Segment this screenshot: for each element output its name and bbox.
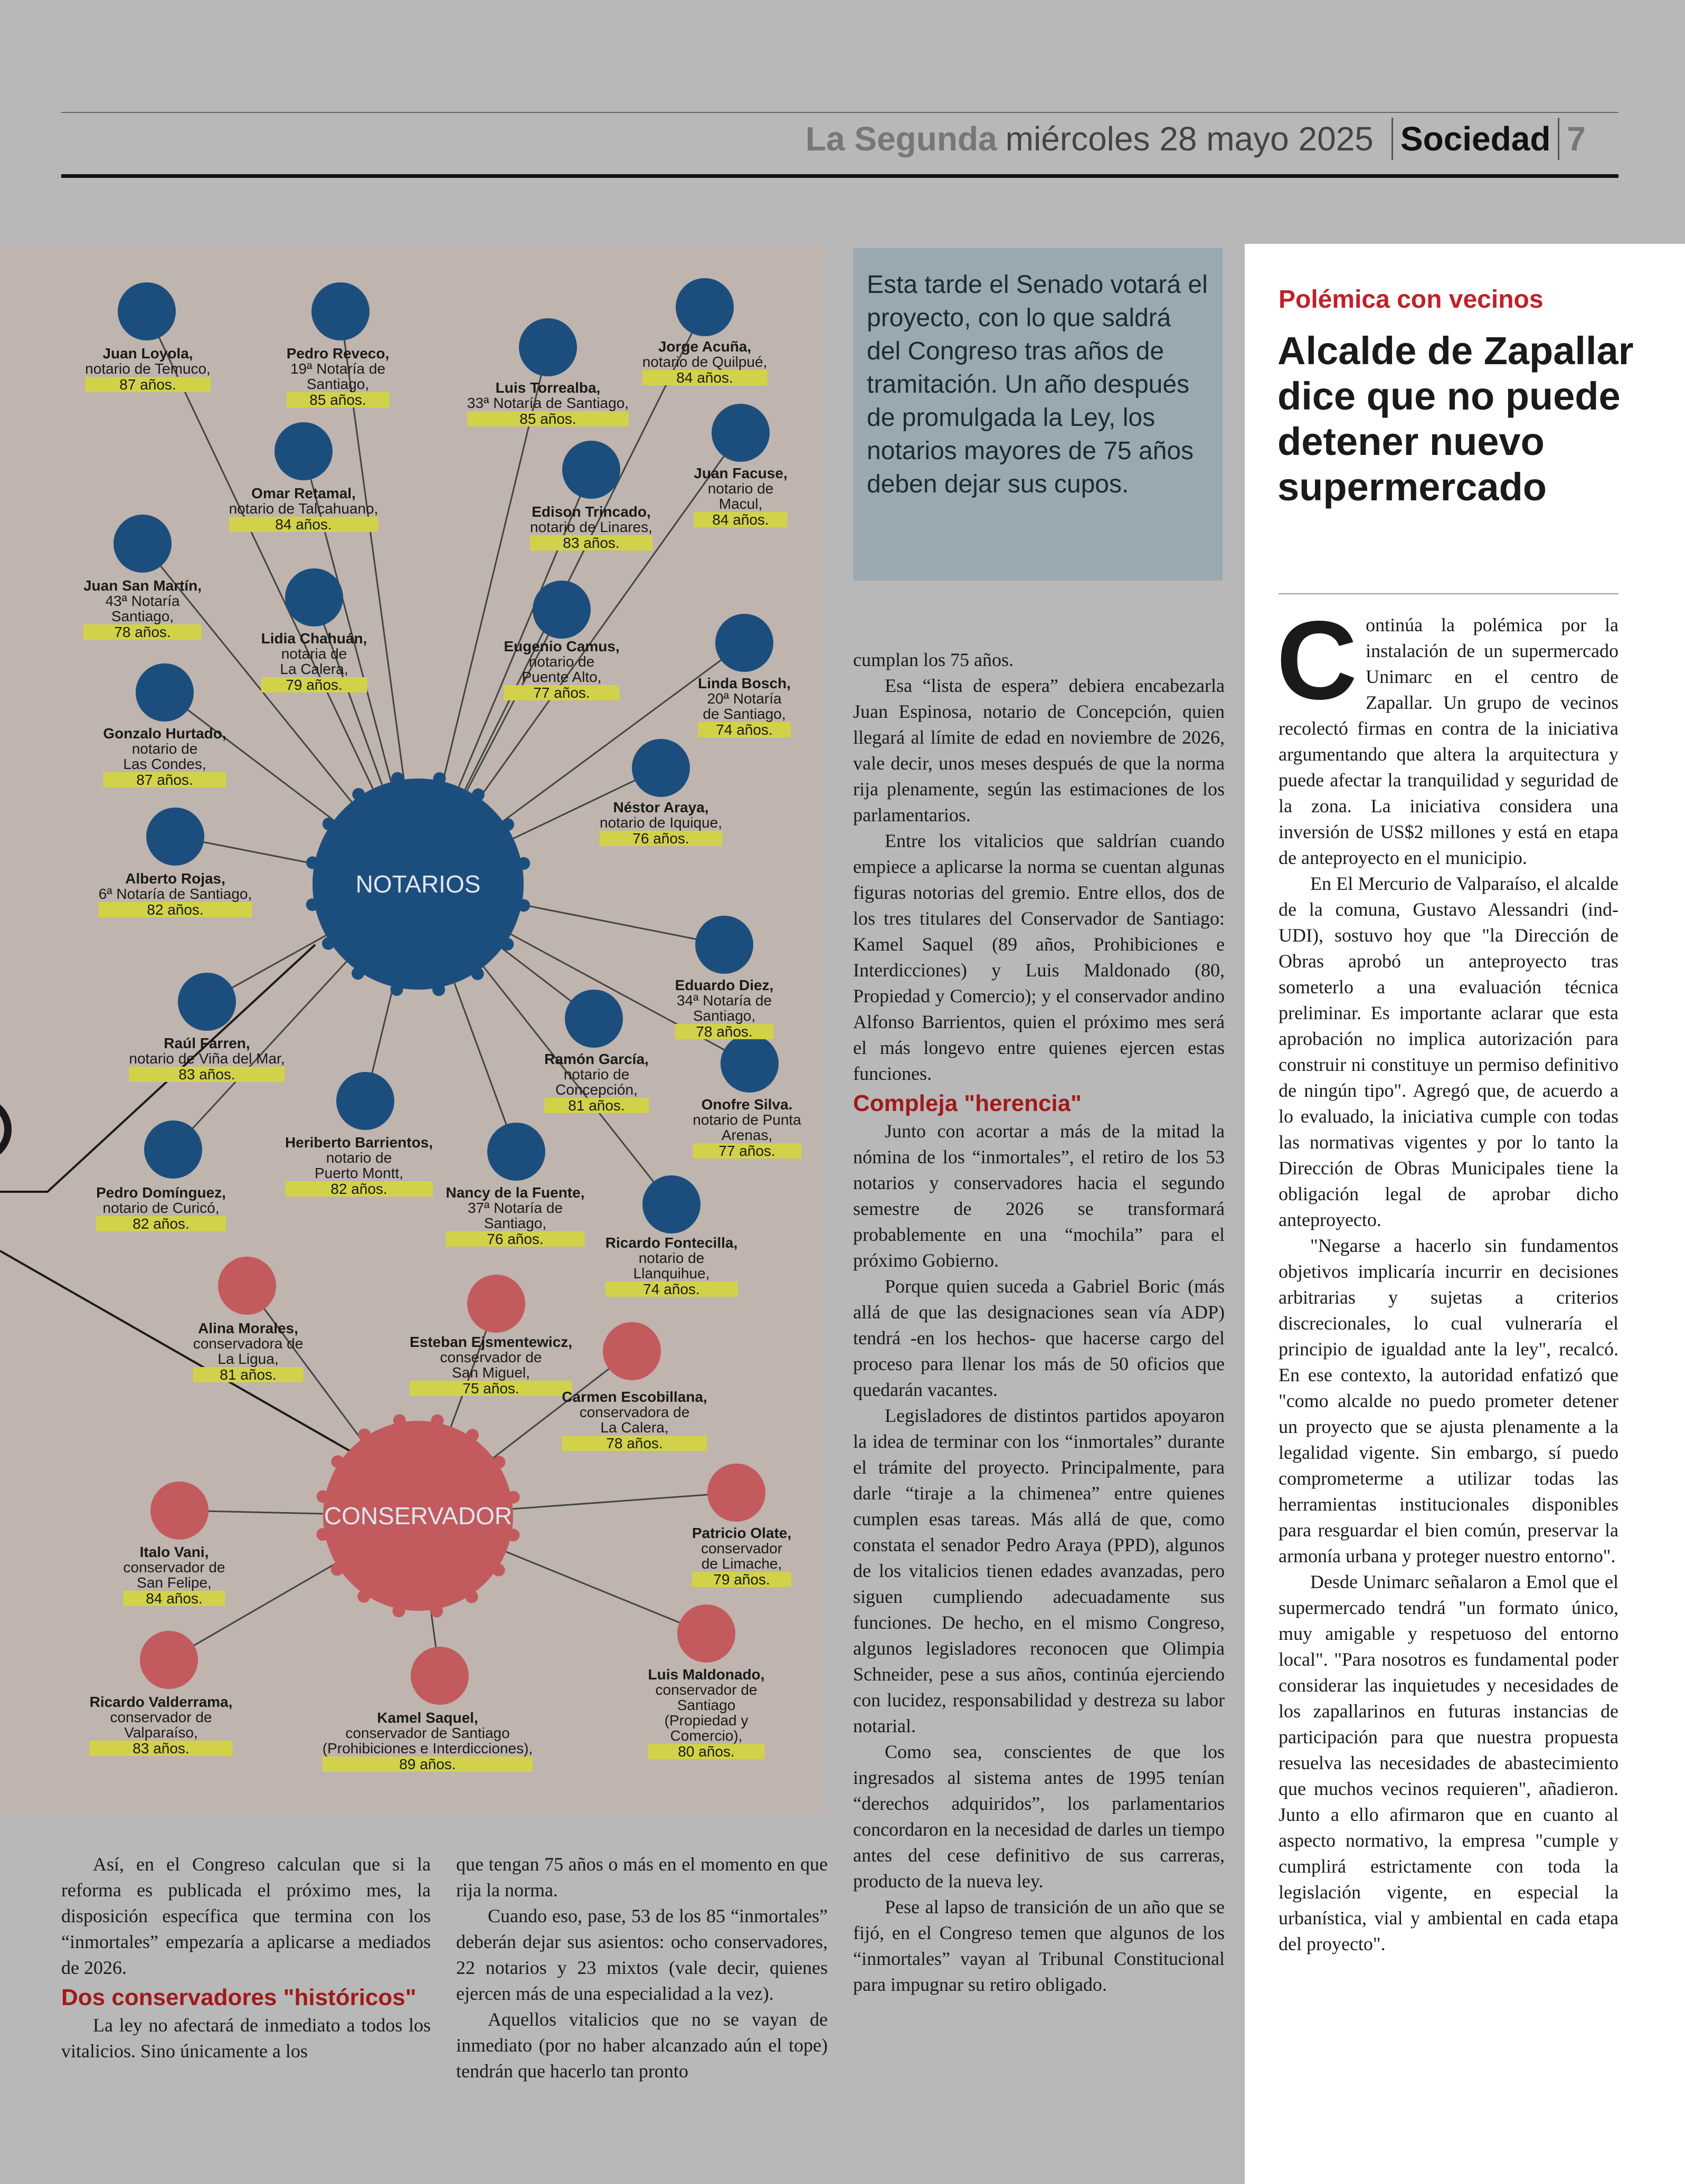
person-age: 84 años. <box>642 370 768 385</box>
sidebar-kicker: Polémica con vecinos <box>1279 286 1544 314</box>
notario-node <box>118 282 176 340</box>
person-age: 76 años. <box>600 831 722 846</box>
person-age: 81 años. <box>193 1367 304 1382</box>
callout-box: Esta tarde el Senado votará el proyecto, con lo que saldrá del Congreso tras años de tramitación. Un año después de promulgada la Ley, los notarios mayores de 75 años deben dejar sus cupos. <box>853 248 1223 581</box>
person-age: 87 años. <box>103 772 226 787</box>
person-name: Edison Trincado, <box>532 504 651 520</box>
notario-label <box>504 639 619 700</box>
connector-line <box>513 1493 736 1509</box>
person-role: Las Condes, <box>123 756 206 772</box>
person-role: 33ª Notaría de Santiago, <box>467 395 629 411</box>
person-role: conservador de <box>110 1709 212 1725</box>
page-number: 7 <box>1567 120 1586 158</box>
person-age: 83 años. <box>530 535 652 550</box>
publication-name: La Segunda <box>805 120 997 158</box>
person-role: notario de <box>707 480 774 497</box>
person-name: Alberto Rojas, <box>125 870 225 887</box>
conservador-node <box>707 1464 765 1522</box>
person-role: Comercio), <box>670 1727 743 1744</box>
person-role: notario de Talcahuano, <box>229 500 378 517</box>
notario-node <box>285 568 343 626</box>
subheading: Compleja "herencia" <box>853 1090 1082 1116</box>
drop-cap: C <box>1276 597 1358 723</box>
paragraph: Desde Unimarc señalaron a Emol que el supermercado tendrá "un formato único, muy amigable y respetuoso del entorno local". "Para nosotros es fundamental poder considerar las inquietudes y necesidades de los zapallarinos en futuras instancias de participación para que nuestra propuesta resuelva las necesidades de abastecimiento que muchos vecinos requieren", añadieron. Junto a ello afirmaron que en cuanto al aspecto normativo, la empresa "cumple y cumplirá estrictamente con toda la legislación vigente, en especial la urbanística, vial y ambiental en cada etapa del proyecto". <box>1279 1571 1618 1954</box>
header-divider <box>1558 118 1559 160</box>
header-bottom-rule <box>61 174 1618 178</box>
person-name: Eugenio Camus, <box>504 638 620 654</box>
person-age: 79 años. <box>261 677 367 692</box>
notario-label <box>446 1185 585 1247</box>
person-age: 89 años. <box>323 1756 533 1772</box>
person-name: Linda Bosch, <box>698 675 791 691</box>
notario-node <box>178 973 236 1031</box>
person-name: Luis Maldonado, <box>648 1666 765 1683</box>
header-top-rule <box>61 112 1618 113</box>
person-age: 74 años. <box>605 1281 738 1297</box>
connector-line <box>522 905 724 945</box>
person-role: notario de Curicó, <box>102 1200 220 1216</box>
person-name: Heriberto Barrientos, <box>285 1134 433 1151</box>
section-name: Sociedad <box>1400 120 1551 158</box>
person-role: notario de Linares, <box>530 519 652 535</box>
person-age: 83 años. <box>129 1067 285 1082</box>
paragraph: Esa “lista de espera” debiera encabezarla Juan Espinosa, notario de Concepción, quien llegará al límite de edad en noviembre de 2026, vale decir, unos meses después de que la norma rija plenamente, según las estimaciones de los parlamentarios. <box>853 675 1225 825</box>
person-role: San Felipe, <box>137 1574 212 1591</box>
person-age: 78 años. <box>562 1436 707 1451</box>
conservador-node <box>150 1482 209 1540</box>
notario-node <box>487 1123 545 1181</box>
subheading: Dos conservadores "históricos" <box>61 1984 416 2010</box>
conservador-label <box>90 1694 233 1756</box>
notario-label <box>229 486 378 532</box>
person-role: conservador de <box>440 1349 542 1365</box>
person-role: conservador <box>700 1540 783 1556</box>
notario-node <box>695 916 753 974</box>
notario-node <box>144 1121 202 1179</box>
person-role: notario de <box>131 740 198 757</box>
notario-label <box>698 676 791 737</box>
paragraph: cumplan los 75 años. <box>853 649 1014 670</box>
person-role: notario de <box>638 1250 705 1266</box>
person-role: Santiago, <box>693 1008 756 1024</box>
paragraph: En El Mercurio de Valparaíso, el alcalde de la comuna, Gustavo Alessandri (ind-UDI), sostuvo hoy que "la Dirección de Obras aprobó un anteproyecto tras someterlo a una evaluación técnica preliminar. Es importante aclarar que esta aprobación no implica autorización para construir ni constituye un permiso definitivo de ningún tipo". Agregó que, de acuerdo a lo evaluado, la iniciativa cumple con todas las normativas vigentes y por lo tanto la Dirección de Obras Municipales tiene la obligación legal de aprobar dicho anteproyecto. <box>1279 873 1618 1230</box>
person-role: Santiago <box>677 1697 736 1713</box>
person-name: Kamel Saquel, <box>377 1710 478 1726</box>
notario-label <box>99 871 252 917</box>
paragraph: Aquellos vitalicios que no se vayan de inmediato (por no haber alcanzado aún el tope) tendrán que hacerlo tan pronto <box>456 2009 828 2082</box>
person-role: 6ª Notaría de Santiago, <box>98 886 252 902</box>
paragraph: "Negarse a hacerlo sin fundamentos objetivos implicaría incurrir en decisiones arbitrarias y sujetas a criterios discrecionales, lo cual vulneraría el principio de igualdad ante la ley", recalcó. En ese contexto, la autoridad enfatizó que "como alcalde no puedo prometer detener un proyecto que se ajusta plenamente a la legalidad vigente. Sin embargo, sí puedo comprometerme a utilizar todas las herramientas institucionales disponibles para resguardar el bien común, preservar la armonía urbana y proteger nuestro entorno". <box>1279 1235 1618 1566</box>
person-name: Ricardo Valderrama, <box>89 1694 233 1710</box>
conservador-label <box>562 1389 707 1451</box>
conservador-label <box>123 1544 225 1606</box>
conservador-node <box>603 1322 661 1380</box>
person-role: 20ª Notaría <box>707 690 782 707</box>
notario-label <box>103 726 226 787</box>
person-role: de Santiago, <box>703 706 786 722</box>
person-role: Puente Alto, <box>522 669 602 685</box>
person-name: Pedro Domínguez, <box>96 1184 226 1201</box>
paragraph: Legisladores de distintos partidos apoyaron la idea de terminar con los “inmortales” durante el trámite del proyecto. Principalmente, para darle “tiraje a la chimenea” entre quienes cumplen esas tareas. Más allá de que, como constata el senador Pedro Araya (PPD), algunos de los vitalicios tienen edades avanzadas, pero siguen cumpliendo adecuadamente sus funciones. De hecho, en el mismo Congreso, algunos legisladores reconocen que Olimpia Schneider, pese a sus años, continúa ejerciendo con lucidez, responsabilidad y destreza su labor notarial. <box>853 1405 1225 1736</box>
person-role: La Calera, <box>600 1419 669 1436</box>
person-name: Italo Vani, <box>139 1544 209 1560</box>
notario-label <box>261 631 367 692</box>
person-role: notario de Quilpué, <box>642 354 768 370</box>
bracket-arc <box>0 1100 8 1159</box>
person-age: 82 años. <box>96 1216 226 1231</box>
person-age: 83 años. <box>90 1741 233 1756</box>
person-role: conservadora de <box>579 1404 690 1420</box>
person-role: Concepción, <box>555 1081 638 1098</box>
person-role: 37ª Notaría de <box>467 1200 563 1216</box>
notario-node <box>642 1175 700 1233</box>
person-name: Juan San Martín, <box>83 577 202 594</box>
conservador-label <box>193 1321 304 1382</box>
notarios-hub-label: NOTARIOS <box>355 870 481 898</box>
paragraph: Junto con acortar a más de la mitad la nómina de los “inmortales”, el retiro de los 53 notarios y conservadores hacia el segundo semestre de 2026 se transformará probablemente en una “mochila” para el próximo Gobierno. <box>853 1121 1225 1271</box>
notario-node <box>715 614 773 672</box>
paragraph: Porque quien suceda a Gabriel Boric (más allá de que las designaciones sean vía ADP) tendrá -en los hechos- que hacerse cargo del proceso para llenar los más de 50 oficios que quedarán vacantes. <box>853 1276 1225 1400</box>
person-role: notario de Punta <box>693 1112 801 1128</box>
person-age: 77 años. <box>693 1143 801 1159</box>
person-age: 85 años. <box>287 392 390 407</box>
conservador-node <box>411 1647 469 1705</box>
person-age: 79 años. <box>692 1572 791 1587</box>
person-role: 19ª Notaría de <box>290 360 386 377</box>
notario-node <box>565 990 623 1048</box>
paragraph: ontinúa la polémica por la instalación de un supermercado Unimarc en el centro de Zapallar. Un grupo de vecinos recolectó firmas en contra de la iniciativa argumentando que altera la arquitectura y puede afectar la tranquilidad y seguridad de la zona. La iniciativa considera una inversión de US$2 millones y está en etapa de anteproyecto en el municipio. <box>1279 614 1618 868</box>
person-age: 75 años. <box>410 1381 572 1396</box>
notario-node <box>136 663 194 721</box>
person-role: San Miguel, <box>452 1364 530 1381</box>
person-age: 74 años. <box>698 722 791 737</box>
notario-label <box>675 977 774 1039</box>
person-name: Ramón García, <box>544 1051 649 1067</box>
person-role: 43ª Notaría <box>105 593 180 609</box>
person-age: 77 años. <box>504 685 619 700</box>
person-role: notario de Iquique, <box>600 814 722 831</box>
person-name: Jorge Acuña, <box>658 338 752 355</box>
person-role: notario de Viña del Mar, <box>129 1050 285 1067</box>
notario-node <box>113 515 172 573</box>
publication-date: miércoles 28 mayo 2025 <box>1005 120 1374 158</box>
connector-line <box>506 1552 706 1634</box>
person-name: Nancy de la Fuente, <box>446 1184 585 1201</box>
bracket-line <box>0 1251 360 1457</box>
notaries-infographic <box>0 247 825 1813</box>
person-role: conservador de <box>655 1682 758 1698</box>
person-role: notario de Temuco, <box>85 360 211 377</box>
person-name: Juan Loyola, <box>102 345 193 362</box>
conservador-node <box>218 1257 276 1315</box>
notario-node <box>533 581 591 639</box>
notario-label <box>544 1051 649 1113</box>
person-name: Alina Morales, <box>198 1320 298 1336</box>
notario-label <box>287 346 390 407</box>
article-column-1 <box>61 1851 431 2064</box>
person-age: 84 años. <box>229 517 378 532</box>
person-age: 85 años. <box>467 411 629 426</box>
person-role: de Limache, <box>701 1555 782 1572</box>
person-role: notario de <box>326 1150 392 1166</box>
person-role: La Calera, <box>280 661 348 677</box>
paragraph: que tengan 75 años o más en el momento en que rija la norma. <box>456 1854 828 1901</box>
conservador-node <box>677 1604 735 1663</box>
person-role: Santiago, <box>306 376 370 392</box>
notario-label <box>693 1097 801 1159</box>
person-role: conservador de <box>123 1559 225 1575</box>
paragraph: Cuando eso, pase, 53 de los 85 “inmortales” deberán dejar sus asientos: ocho conservadores, 22 notarios y 23 mixtos (vale decir, quienes ejercen más de una especialidad a la vez). <box>456 1905 828 2004</box>
notario-node <box>721 1034 779 1093</box>
person-role: (Propiedad y <box>664 1712 749 1729</box>
notario-label <box>96 1185 226 1231</box>
notario-node <box>712 404 770 462</box>
person-age: 87 años. <box>85 377 211 392</box>
notario-label <box>694 466 787 527</box>
person-name: Omar Retamal, <box>251 485 356 501</box>
person-age: 81 años. <box>544 1098 649 1113</box>
notario-label <box>83 578 202 640</box>
conservador-label <box>648 1667 765 1759</box>
person-role: Santiago, <box>484 1215 547 1231</box>
header-divider <box>1391 118 1393 160</box>
conservador-hub-label: CONSERVADOR <box>324 1502 513 1530</box>
paragraph: Entre los vitalicios que saldrían cuando empiece a aplicarse la norma se cuentan algunas figuras notorias del gremio. Entre ellos, dos de los tres titulares del Conservador de Santiago: Kamel Saquel (89 años, Prohibiciones e Interdicciones) y Luis Maldonado (80, Propiedad y Comercio); y el conservador andino Alfonso Barrientos, quien el próximo mes será el más longevo entre quienes ejercen estas funciones. <box>853 830 1225 1084</box>
notario-node <box>274 422 333 480</box>
notario-node <box>519 318 577 376</box>
person-role: Puerto Montt, <box>314 1165 404 1181</box>
person-age: 82 años. <box>285 1181 433 1197</box>
person-name: Esteban Ejsmentewicz, <box>409 1334 573 1350</box>
person-role: Santiago, <box>111 608 174 624</box>
conservador-node <box>140 1631 198 1689</box>
person-age: 80 años. <box>648 1744 765 1759</box>
person-age: 78 años. <box>675 1024 774 1039</box>
paragraph: La ley no afectará de inmediato a todos los vitalicios. Sino únicamente a los <box>61 2015 431 2062</box>
notario-node <box>311 282 370 340</box>
person-role: conservadora de <box>193 1335 304 1352</box>
paragraph: Pese al lapso de transición de un año que se fijó, en el Congreso temen que algunos de los “inmortales” vayan al Tribunal Constitucional para impugnar su retiro obligado. <box>853 1896 1225 1995</box>
person-name: Carmen Escobillana, <box>562 1389 707 1405</box>
conservador-label <box>323 1710 533 1772</box>
notario-node <box>336 1072 394 1130</box>
paragraph: Así, en el Congreso calculan que si la reforma es publicada el próximo mes, la disposición específica que termina con los “inmortales” empezaría a aplicarse a mediados de 2026. <box>61 1854 431 1978</box>
person-role: conservador de Santiago <box>345 1725 510 1741</box>
person-age: 84 años. <box>123 1591 225 1606</box>
person-role: Llanquihue, <box>633 1265 710 1281</box>
conservador-label <box>692 1525 791 1587</box>
notario-node <box>146 808 204 866</box>
conservador-label <box>410 1334 572 1396</box>
sidebar-headline: Alcalde de Zapallar dice que no puede detener nuevo supermercado <box>1277 329 1634 509</box>
person-age: 82 años. <box>99 902 252 917</box>
person-age: 78 años. <box>83 624 202 640</box>
conservador-node <box>467 1275 525 1333</box>
person-name: Pedro Reveco, <box>286 345 390 362</box>
person-role: Valparaíso, <box>124 1724 198 1741</box>
notario-node <box>632 739 690 797</box>
person-role: La Ligua, <box>217 1351 279 1367</box>
person-role: Arenas, <box>721 1127 773 1143</box>
notario-label <box>285 1135 433 1197</box>
notario-label <box>129 1036 285 1082</box>
notario-label <box>600 800 722 846</box>
person-name: Juan Facuse, <box>694 465 788 481</box>
person-name: Luis Torrealba, <box>495 379 601 396</box>
person-role: notario de <box>563 1066 630 1082</box>
notario-node <box>676 278 734 336</box>
person-age: 84 años. <box>694 512 787 527</box>
person-name: Eduardo Diez, <box>675 977 774 993</box>
article-column-2 <box>456 1851 828 2084</box>
person-role: Macul, <box>718 496 763 512</box>
notario-label <box>85 346 211 392</box>
sidebar-rule <box>1279 593 1618 594</box>
article-column-3 <box>853 647 1225 1998</box>
person-age: 76 años. <box>446 1231 585 1247</box>
person-name: Raúl Farren, <box>164 1035 250 1051</box>
person-role: (Prohibiciones e Interdicciones), <box>322 1740 533 1756</box>
notario-label <box>605 1235 738 1297</box>
paragraph: Como sea, conscientes de que los ingresados al sistema antes de 1995 tenían “derechos adquiridos”, los parlamentarios concordaron en la necesidad de darles un tiempo antes del cese definitivo de sus carreras, producto de la nueva ley. <box>853 1741 1225 1892</box>
person-name: Néstor Araya, <box>613 799 709 815</box>
notario-label <box>530 504 652 550</box>
person-role: notario de <box>528 653 595 670</box>
notario-label <box>642 339 768 385</box>
notario-node <box>562 441 620 499</box>
page-header <box>806 117 1586 160</box>
person-name: Onofre Silva. <box>701 1096 793 1113</box>
person-role: notaria de <box>281 645 347 662</box>
person-name: Ricardo Fontecilla, <box>605 1235 738 1251</box>
person-name: Lidia Chahuán, <box>261 630 367 647</box>
person-name: Patricio Olate, <box>692 1525 792 1541</box>
person-role: 34ª Notaría de <box>676 992 772 1009</box>
person-name: Gonzalo Hurtado, <box>103 725 226 742</box>
sidebar-body <box>1276 597 1618 1957</box>
notario-label <box>467 380 629 426</box>
